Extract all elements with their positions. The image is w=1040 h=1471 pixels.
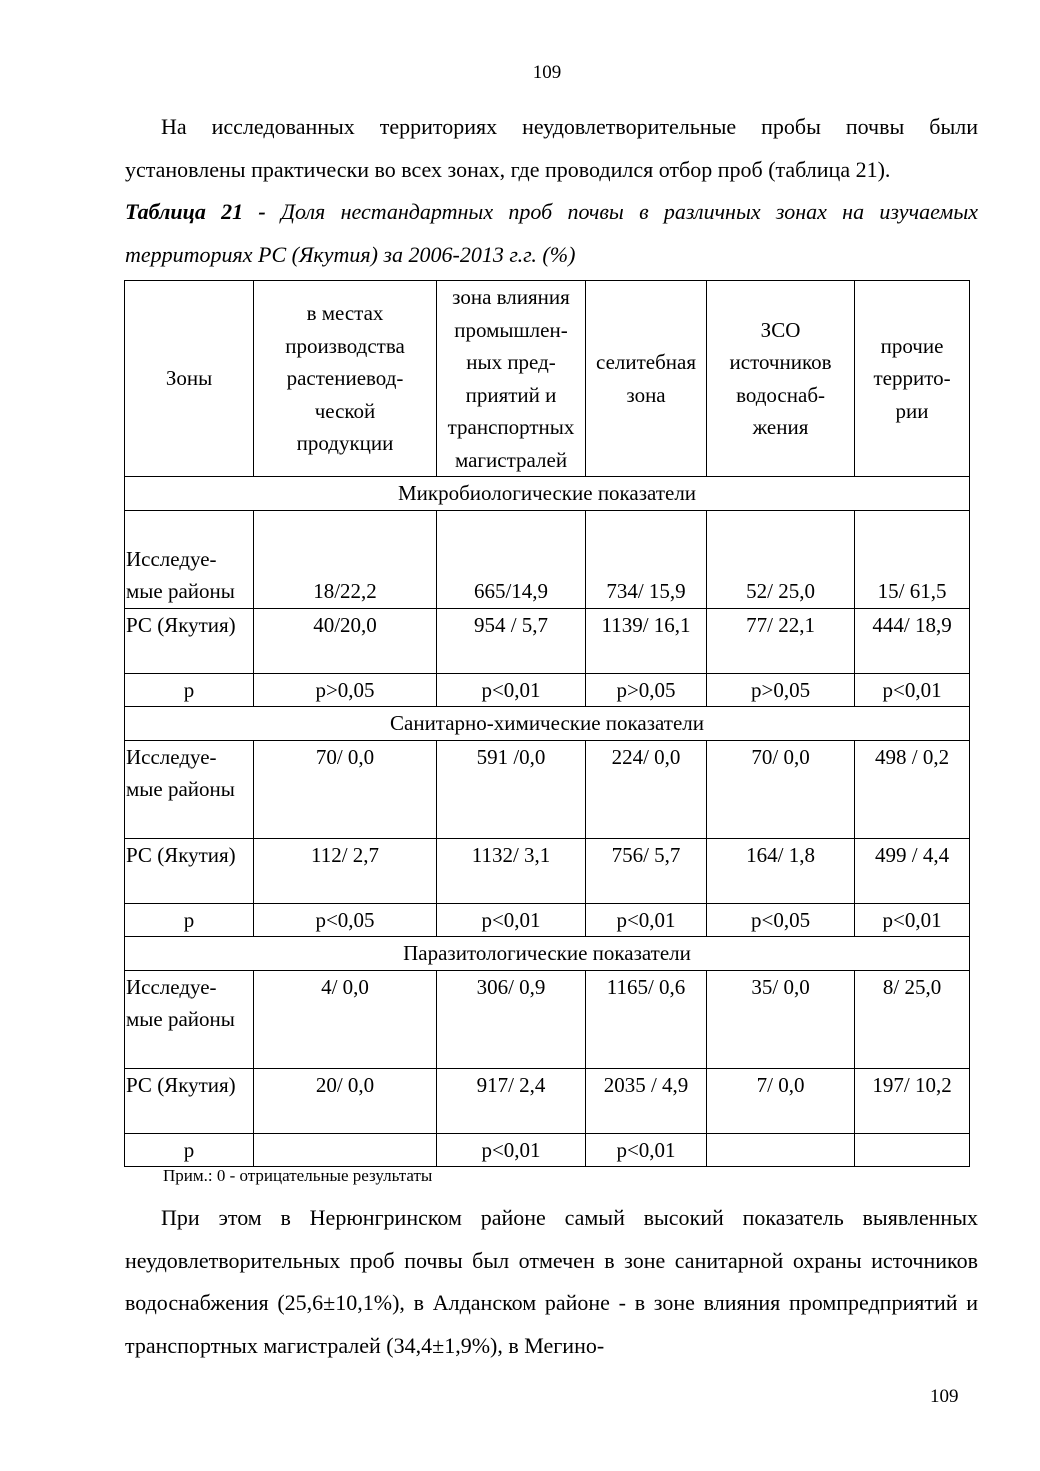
table-cell: 7/ 0,0 <box>707 1068 855 1133</box>
section-row <box>125 707 970 741</box>
row-label: РС (Якутия) <box>125 608 254 673</box>
table-cell: 498 / 0,2 <box>855 740 970 838</box>
table-cell: 756/ 5,7 <box>586 838 707 903</box>
page-number-bottom: 109 <box>930 1386 959 1407</box>
table-cell: 197/ 10,2 <box>855 1068 970 1133</box>
table-cell: 2035 / 4,9 <box>586 1068 707 1133</box>
table-cell: 70/ 0,0 <box>254 740 437 838</box>
table-cell: 20/ 0,0 <box>254 1068 437 1133</box>
table-cell: p<0,01 <box>586 1133 707 1167</box>
table-cell: p<0,05 <box>254 903 437 937</box>
table-cell: 35/ 0,0 <box>707 970 855 1068</box>
header-crop-production: в местах производства растениевод-ческой продукции <box>254 281 437 477</box>
table-cell: 224/ 0,0 <box>586 740 707 838</box>
table-row <box>125 970 970 1068</box>
page-number-top: 109 <box>532 62 562 83</box>
section-title-microbiological: Микробиологические показатели <box>125 477 970 511</box>
table-row <box>125 740 970 838</box>
table-cell: 70/ 0,0 <box>707 740 855 838</box>
table-cell: 1139/ 16,1 <box>586 608 707 673</box>
header-industrial-zone: зона влияния промышлен-ных пред-приятий и транспортных магистралей <box>437 281 586 477</box>
data-table <box>124 280 970 1167</box>
table-cell: 4/ 0,0 <box>254 970 437 1068</box>
table-cell: 164/ 1,8 <box>707 838 855 903</box>
closing-paragraph: При этом в Нерюнгринском районе самый высокий показатель выявленных неудовлетворительных проб почвы был отмечен в зоне санитарной охраны источников водоснабжения (25,6±10,1%), в Алданском районе - в зоне влияния промпредприятий и транспортных магистралей (34,4±1,9%), в Мегино- <box>125 1205 978 1358</box>
table-cell: 499 / 4,4 <box>855 838 970 903</box>
table-cell: p<0,01 <box>855 903 970 937</box>
row-label: Исследуе-мые районы <box>125 970 254 1068</box>
table-cell: p<0,01 <box>855 673 970 707</box>
row-label: p <box>125 673 254 707</box>
table-cell: 40/20,0 <box>254 608 437 673</box>
table-cell: p<0,01 <box>437 673 586 707</box>
table-cell: 18/22,2 <box>254 510 437 608</box>
intro-paragraph: На исследованных территориях неудовлетворительные пробы почвы были установлены практически во всех зонах, где проводился отбор проб (таблица 21). <box>125 114 978 182</box>
table-caption-title: Доля нестандартных проб почвы в различных зонах на изучаемых территориях РС (Якутия) за 2006-2013 г.г. (%) <box>125 199 978 267</box>
table-cell: p<0,01 <box>437 903 586 937</box>
table-cell: 734/ 15,9 <box>586 510 707 608</box>
header-other-territories: прочие террито-рии <box>855 281 970 477</box>
section-row <box>125 477 970 511</box>
table-row <box>125 1068 970 1133</box>
table-caption-label: Таблица 21 - <box>125 199 266 224</box>
table-cell: 8/ 25,0 <box>855 970 970 1068</box>
table-cell: 1132/ 3,1 <box>437 838 586 903</box>
table-cell: p>0,05 <box>707 673 855 707</box>
table-cell <box>707 1133 855 1167</box>
table-caption <box>125 191 978 276</box>
table-row <box>125 673 970 707</box>
row-label: РС (Якутия) <box>125 838 254 903</box>
row-label: Исследуе-мые районы <box>125 510 254 608</box>
row-label: Исследуе-мые районы <box>125 740 254 838</box>
table-row <box>125 510 970 608</box>
table-cell <box>254 1133 437 1167</box>
table-row <box>125 903 970 937</box>
table-cell: p>0,05 <box>254 673 437 707</box>
table-cell: 665/14,9 <box>437 510 586 608</box>
section-row <box>125 937 970 971</box>
table-row <box>125 1133 970 1167</box>
table-cell: 1165/ 0,6 <box>586 970 707 1068</box>
table-cell: 306/ 0,9 <box>437 970 586 1068</box>
table-cell: p<0,05 <box>707 903 855 937</box>
header-water-sources: ЗСО источников водоснаб-жения <box>707 281 855 477</box>
table-cell: 15/ 61,5 <box>855 510 970 608</box>
table-cell: 112/ 2,7 <box>254 838 437 903</box>
table-cell <box>855 1133 970 1167</box>
row-label: РС (Якутия) <box>125 1068 254 1133</box>
table-cell: 52/ 25,0 <box>707 510 855 608</box>
row-label: p <box>125 1133 254 1167</box>
header-residential-zone: селитебная зона <box>586 281 707 477</box>
table-cell: p<0,01 <box>586 903 707 937</box>
table-cell: p<0,01 <box>437 1133 586 1167</box>
table-header-row <box>125 281 970 477</box>
table-row <box>125 608 970 673</box>
header-zones: Зоны <box>125 281 254 477</box>
table-cell: 444/ 18,9 <box>855 608 970 673</box>
table-cell: 591 /0,0 <box>437 740 586 838</box>
table-cell: 954 / 5,7 <box>437 608 586 673</box>
table-cell: p>0,05 <box>586 673 707 707</box>
table-cell: 917/ 2,4 <box>437 1068 586 1133</box>
row-label: p <box>125 903 254 937</box>
section-title-sanitary-chemical: Санитарно-химические показатели <box>125 707 970 741</box>
table-cell: 77/ 22,1 <box>707 608 855 673</box>
table-row <box>125 838 970 903</box>
table-note: Прим.: 0 - отрицательные результаты <box>163 1166 433 1185</box>
section-title-parasitological: Паразитологические показатели <box>125 937 970 971</box>
